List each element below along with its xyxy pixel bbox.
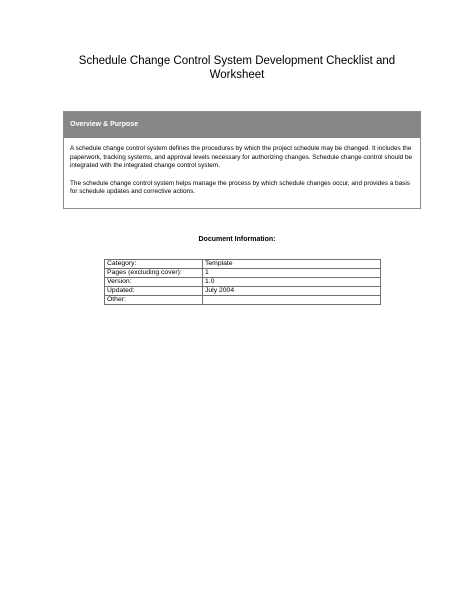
version-label: Version: [105, 278, 203, 287]
table-row [105, 278, 381, 287]
table-row [105, 296, 381, 305]
overview-purpose-box [63, 111, 421, 209]
document-information-table [104, 259, 381, 305]
overview-paragraph-1: A schedule change control system defines the procedures by which the project schedule may be changed. It includes the paperwork, tracking systems, and approval levels necessary for authorizing changes. Schedule change control should be integrated with the integrated change control system. [70, 145, 413, 170]
document-title: Schedule Change Control System Development Checklist and Worksheet [78, 55, 396, 81]
overview-purpose-header: Overview & Purpose [64, 112, 420, 138]
table-row [105, 260, 381, 269]
table-row [105, 287, 381, 296]
pages-value: 1 [203, 269, 381, 278]
updated-value: July 2004 [203, 287, 381, 296]
pages-label: Pages (excluding cover): [105, 269, 203, 278]
document-information-heading: Document Information: [198, 236, 276, 243]
version-value: 1.0 [203, 278, 381, 287]
updated-label: Updated: [105, 287, 203, 296]
other-value [203, 296, 381, 305]
category-label: Category: [105, 260, 203, 269]
overview-paragraph-2: The schedule change control system helps manage the process by which schedule changes occur, and provides a basis for schedule updates and corrective actions. [70, 179, 410, 196]
table-row [105, 269, 381, 278]
overview-purpose-body [70, 145, 414, 206]
category-value: Template [203, 260, 381, 269]
other-label: Other: [105, 296, 203, 305]
